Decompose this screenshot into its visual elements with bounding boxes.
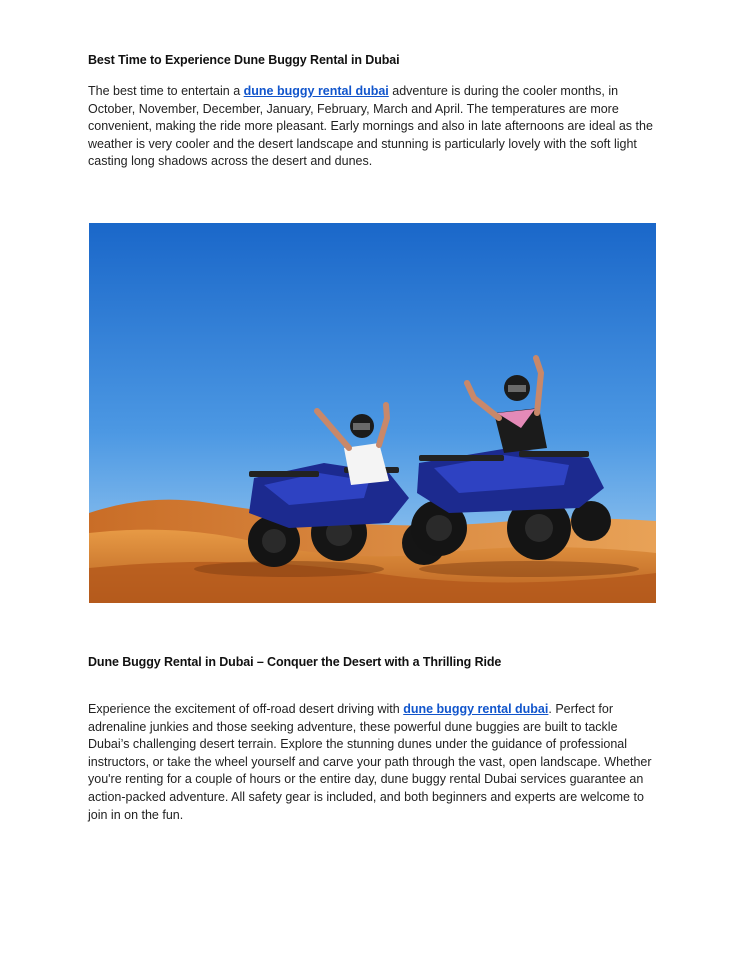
quad-bike-desert-photo <box>89 223 656 603</box>
dune-buggy-rental-link[interactable]: dune buggy rental dubai <box>403 702 549 716</box>
dune-buggy-rental-link[interactable]: dune buggy rental dubai <box>243 84 389 98</box>
section-heading-best-time: Best Time to Experience Dune Buggy Rental in Dubai <box>88 53 400 67</box>
paragraph-best-time <box>88 83 658 171</box>
paragraph-text: Experience the excitement of off-road desert driving with <box>88 702 404 716</box>
paragraph-text: adventure is during the cooler months, in October, November, December, January, February, March and April. The temperatures are more convenient, making the ride more pleasant. Early mornings and also in late afternoons are ideal as the weather is very cooler and the desert landscape and stunning is particularly lovely with the soft light casting long shadows across the desert and dunes. <box>88 84 653 169</box>
paragraph-text: The best time to entertain a <box>88 84 244 98</box>
section-heading-conquer-desert: Dune Buggy Rental in Dubai – Conquer the Desert with a Thrilling Ride <box>88 655 502 669</box>
paragraph-text: . Perfect for adrenaline junkies and those seeking adventure, these powerful dune buggies are built to tackle Dubai’s challenging desert terrain. Explore the stunning dunes under the guidance of professional instructors, or take the wheel yourself and carve your path through the vast, open landscape. Whether you're renting for a couple of hours or the entire day, dune buggy rental Dubai services guarantee an action-packed adventure. All safety gear is included, and both beginners and experts are welcome to join in on the fun. <box>88 702 652 822</box>
paragraph-conquer-desert <box>88 701 658 824</box>
